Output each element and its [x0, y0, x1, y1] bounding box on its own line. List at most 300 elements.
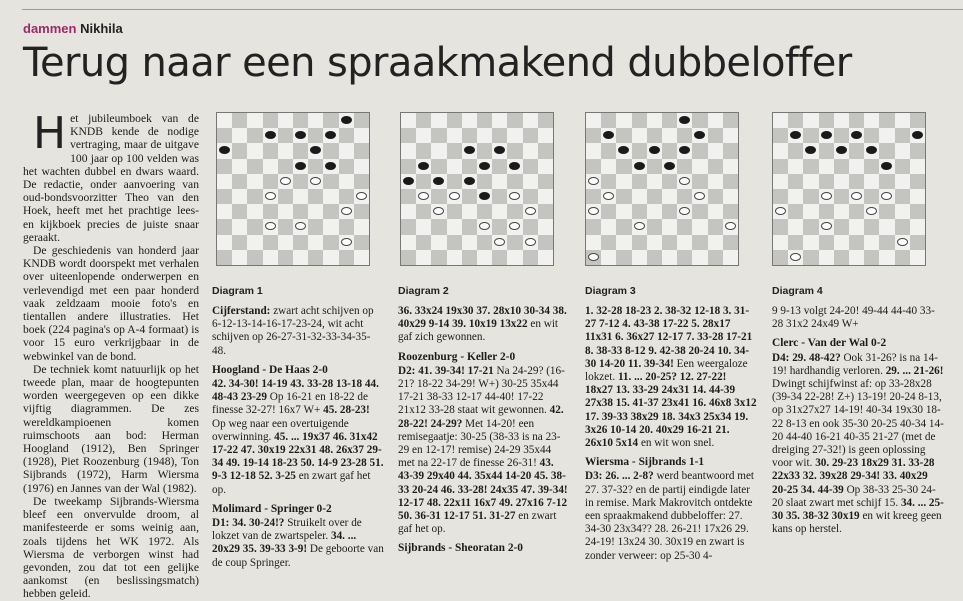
- board-square: [632, 159, 647, 174]
- board-square: [492, 189, 507, 204]
- board-square: [477, 128, 492, 143]
- board-square: [232, 219, 247, 234]
- board-square: [263, 143, 278, 158]
- top-rule: [22, 9, 963, 10]
- board-square: [462, 159, 477, 174]
- board-square: [293, 235, 308, 250]
- board-square: [339, 128, 354, 143]
- board-square: [278, 113, 293, 128]
- paragraph: 42. 34-30! 14-19 43. 33-28 13-18 44. 48-43 23-29 Op 16-21 en 18-22 de finesse 32-27! 16x7 W+ 45. 28-23! Op weg naar een overtuigende overwinning. 45. ... 19x37 46. 31x42 17-22 47. 30x19 22x31 48. 26x37 29-34 49. 19-14 18-23 50. 14-9 23-28 51. 9-3 12-18 52. 3-25 en zwart gaf het op.: [212, 378, 384, 496]
- board-square: [864, 143, 879, 158]
- board-square: [232, 235, 247, 250]
- board-square: [523, 128, 538, 143]
- board-square: [819, 250, 834, 265]
- board-square: [616, 174, 631, 189]
- board-square: [910, 128, 925, 143]
- author-name: Nikhila: [80, 21, 123, 36]
- board-square: [708, 250, 723, 265]
- white-piece: [418, 192, 429, 200]
- draughts-board-1: [216, 112, 370, 266]
- board-square: [308, 235, 323, 250]
- board-square: [447, 128, 462, 143]
- black-piece: [219, 146, 230, 154]
- board-square: [586, 113, 601, 128]
- board-square: [416, 143, 431, 158]
- board-square: [263, 219, 278, 234]
- black-piece: [805, 146, 816, 154]
- board-square: [910, 159, 925, 174]
- black-piece: [649, 146, 660, 154]
- board-square: [538, 219, 553, 234]
- black-piece: [790, 131, 801, 139]
- board-square: [263, 159, 278, 174]
- white-piece: [280, 177, 291, 185]
- board-square: [773, 159, 788, 174]
- board-square: [803, 219, 818, 234]
- board-square: [708, 235, 723, 250]
- board-square: [354, 128, 369, 143]
- board-square: [895, 143, 910, 158]
- board-square: [462, 250, 477, 265]
- board-square: [339, 250, 354, 265]
- board-square: [910, 235, 925, 250]
- board-square: [323, 143, 338, 158]
- board-square: [819, 189, 834, 204]
- game-title: Wiersma - Sijbrands 1-1: [585, 456, 705, 469]
- white-piece: [310, 177, 321, 185]
- board-square: [692, 204, 707, 219]
- board-square: [278, 204, 293, 219]
- board-square: [616, 113, 631, 128]
- board-square: [601, 143, 616, 158]
- board-square: [247, 159, 262, 174]
- white-piece: [775, 207, 786, 215]
- board-square: [401, 235, 416, 250]
- board-square: [819, 113, 834, 128]
- white-piece: [295, 222, 306, 230]
- board-square: [538, 235, 553, 250]
- board-square: [632, 235, 647, 250]
- black-piece: [295, 131, 306, 139]
- board-square: [708, 219, 723, 234]
- board-square: [401, 159, 416, 174]
- board-square: [849, 174, 864, 189]
- board-square: [492, 250, 507, 265]
- board-square: [632, 250, 647, 265]
- board-square: [293, 128, 308, 143]
- black-piece: [679, 116, 690, 124]
- board-square: [492, 113, 507, 128]
- board-square: [401, 128, 416, 143]
- board-square: [616, 159, 631, 174]
- board-square: [834, 219, 849, 234]
- board-square: [692, 189, 707, 204]
- board-square: [895, 204, 910, 219]
- board-square: [788, 235, 803, 250]
- board-square: [895, 250, 910, 265]
- board-square: [632, 219, 647, 234]
- board-square: [601, 113, 616, 128]
- board-square: [803, 113, 818, 128]
- board-square: [819, 159, 834, 174]
- board-square: [232, 159, 247, 174]
- white-piece: [694, 192, 705, 200]
- board-square: [308, 189, 323, 204]
- board-square: [538, 113, 553, 128]
- board-square: [401, 174, 416, 189]
- black-piece: [618, 146, 629, 154]
- black-piece: [603, 131, 614, 139]
- board-square: [354, 250, 369, 265]
- paragraph: D2: 41. 39-34! 17-21 Na 24-29? (16-21? 18-22 34-29! W+) 30-25 35x44 17-21 38-33 12-17 44-40! 17-22 21x12 33-28 staat wit gewonnen. 42. 28-22! 24-29? Met 14-20! een remisegaatje: 30-25 (38-33 is na 23-29 en 12-17! remise) 24-29 35x44 met na 22-17 de finesse 26-31! 43. 43-39 29x40 44. 35x44 14-20 45. 38-33 20-24 46. 33-28! 24x35 47. 39-34! 12-17 48. 22x11 16x7 49. 27x16 7-12 50. 36-31 12-17 51. 31-27 en zwart gaf het op.: [398, 364, 568, 536]
- board-square: [523, 113, 538, 128]
- board-square: [447, 219, 462, 234]
- board-square: [723, 128, 738, 143]
- board-square: [834, 128, 849, 143]
- board-square: [773, 189, 788, 204]
- board-square: [586, 204, 601, 219]
- white-piece: [851, 192, 862, 200]
- board-square: [538, 250, 553, 265]
- board-square: [354, 143, 369, 158]
- board-square: [803, 174, 818, 189]
- board-square: [416, 174, 431, 189]
- board-square: [308, 204, 323, 219]
- board-square: [849, 189, 864, 204]
- board-square: [247, 113, 262, 128]
- board-square: [232, 174, 247, 189]
- board-square: [773, 113, 788, 128]
- board-square: [586, 128, 601, 143]
- board-square: [523, 143, 538, 158]
- board-square: [708, 204, 723, 219]
- board-square: [416, 235, 431, 250]
- board-square: [849, 159, 864, 174]
- board-square: [247, 174, 262, 189]
- board-square: [308, 250, 323, 265]
- board-square: [308, 219, 323, 234]
- board-square: [677, 219, 692, 234]
- white-piece: [525, 238, 536, 246]
- board-square: [354, 159, 369, 174]
- intro-paragraph: De techniek komt natuurlijk op het tweede plan, maar de hoogtepunten worden weergegeven op een dikke vijftig diagrammen. De zes wereldkampioenen komen ruimschoots aan bod: Herman Hoogland (1912), Ben Springer (1928), Piet Roozenburg (1948), Ton Sijbrands (1972), Harm Wiersma (1976) en Jannes van der Wal (1982).: [23, 362, 199, 495]
- board-square: [308, 143, 323, 158]
- board-square: [788, 159, 803, 174]
- board-square: [723, 143, 738, 158]
- board-square: [538, 159, 553, 174]
- white-piece: [433, 207, 444, 215]
- board-square: [538, 189, 553, 204]
- board-square: [879, 128, 894, 143]
- board-square: [278, 235, 293, 250]
- board-square: [788, 143, 803, 158]
- black-piece: [694, 131, 705, 139]
- board-square: [647, 159, 662, 174]
- white-piece: [679, 177, 690, 185]
- board-square: [788, 204, 803, 219]
- board-square: [523, 189, 538, 204]
- board-square: [431, 159, 446, 174]
- board-square: [477, 159, 492, 174]
- board-square: [263, 174, 278, 189]
- board-square: [677, 143, 692, 158]
- board-square: [523, 250, 538, 265]
- text-column-3: [398, 305, 570, 557]
- board-square: [803, 204, 818, 219]
- board-square: [431, 189, 446, 204]
- board-square: [492, 159, 507, 174]
- intro-column: [23, 108, 199, 601]
- board-square: [507, 189, 522, 204]
- board-square: [308, 128, 323, 143]
- board-square: [692, 174, 707, 189]
- board-square: [416, 189, 431, 204]
- board-square: [278, 143, 293, 158]
- board-square: [692, 128, 707, 143]
- board-square: [462, 219, 477, 234]
- board-square: [339, 113, 354, 128]
- white-piece: [494, 238, 505, 246]
- board-square: [492, 204, 507, 219]
- board-square: [819, 174, 834, 189]
- board-square: [662, 128, 677, 143]
- section-kicker: [23, 21, 123, 36]
- game-title: Hoogland - De Haas 2-0: [212, 363, 328, 376]
- board-square: [849, 250, 864, 265]
- board-square: [217, 250, 232, 265]
- board-square: [538, 174, 553, 189]
- board-square: [834, 174, 849, 189]
- black-piece: [403, 177, 414, 185]
- board-square: [723, 113, 738, 128]
- board-square: [323, 159, 338, 174]
- diagram-label: Diagram 4: [772, 285, 823, 297]
- board-square: [462, 113, 477, 128]
- black-piece: [325, 131, 336, 139]
- black-piece: [494, 146, 505, 154]
- board-square: [431, 235, 446, 250]
- board-square: [616, 189, 631, 204]
- board-square: [708, 143, 723, 158]
- board-square: [803, 250, 818, 265]
- board-square: [773, 219, 788, 234]
- board-square: [849, 113, 864, 128]
- board-square: [662, 235, 677, 250]
- board-square: [723, 189, 738, 204]
- board-square: [339, 159, 354, 174]
- board-square: [773, 235, 788, 250]
- board-square: [232, 128, 247, 143]
- board-square: [601, 219, 616, 234]
- board-square: [879, 159, 894, 174]
- board-square: [849, 235, 864, 250]
- board-square: [217, 159, 232, 174]
- board-square: [647, 189, 662, 204]
- board-square: [910, 143, 925, 158]
- white-piece: [725, 222, 736, 230]
- white-piece: [634, 222, 645, 230]
- white-piece: [265, 222, 276, 230]
- board-square: [293, 219, 308, 234]
- board-square: [293, 174, 308, 189]
- board-square: [523, 159, 538, 174]
- board-square: [447, 189, 462, 204]
- white-piece: [509, 222, 520, 230]
- board-square: [293, 143, 308, 158]
- board-square: [492, 235, 507, 250]
- paragraph: 9 9-13 volgt 24-20! 49-44 44-40 33-28 31x2 24x49 W+: [772, 305, 935, 331]
- board-square: [601, 204, 616, 219]
- board-square: [632, 204, 647, 219]
- board-square: [708, 159, 723, 174]
- board-square: [308, 113, 323, 128]
- board-square: [507, 159, 522, 174]
- draughts-board-3: [585, 112, 739, 266]
- board-square: [895, 219, 910, 234]
- board-square: [431, 128, 446, 143]
- drop-cap: H: [33, 108, 67, 159]
- board-square: [708, 128, 723, 143]
- board-square: [849, 219, 864, 234]
- board-square: [788, 250, 803, 265]
- board-square: [708, 174, 723, 189]
- board-square: [354, 219, 369, 234]
- board-square: [339, 235, 354, 250]
- board-square: [477, 250, 492, 265]
- black-piece: [881, 162, 892, 170]
- board-square: [278, 219, 293, 234]
- board-square: [447, 204, 462, 219]
- board-square: [492, 219, 507, 234]
- board-square: [416, 250, 431, 265]
- board-square: [416, 128, 431, 143]
- board-square: [677, 250, 692, 265]
- black-piece: [341, 116, 352, 124]
- board-square: [677, 174, 692, 189]
- board-square: [354, 235, 369, 250]
- board-square: [323, 235, 338, 250]
- board-square: [401, 219, 416, 234]
- board-square: [431, 204, 446, 219]
- board-square: [492, 143, 507, 158]
- board-square: [819, 128, 834, 143]
- board-square: [773, 128, 788, 143]
- white-piece: [790, 253, 801, 261]
- board-square: [879, 113, 894, 128]
- board-square: [647, 174, 662, 189]
- black-piece: [851, 131, 862, 139]
- board-square: [834, 204, 849, 219]
- board-square: [723, 174, 738, 189]
- board-square: [773, 250, 788, 265]
- board-square: [616, 235, 631, 250]
- board-square: [477, 143, 492, 158]
- white-piece: [265, 192, 276, 200]
- board-square: [339, 189, 354, 204]
- text-column-5: [772, 305, 944, 542]
- board-square: [538, 143, 553, 158]
- board-square: [773, 204, 788, 219]
- board-square: [819, 219, 834, 234]
- black-piece: [821, 131, 832, 139]
- board-square: [895, 113, 910, 128]
- board-square: [586, 143, 601, 158]
- board-square: [507, 113, 522, 128]
- board-square: [601, 235, 616, 250]
- black-piece: [634, 162, 645, 170]
- board-square: [601, 128, 616, 143]
- board-square: [401, 143, 416, 158]
- section-name: dammen: [23, 21, 77, 36]
- board-square: [647, 113, 662, 128]
- headline: Terug naar een spraakmakend dubbeloffer: [23, 40, 852, 86]
- board-square: [217, 219, 232, 234]
- board-square: [431, 174, 446, 189]
- board-square: [447, 143, 462, 158]
- board-square: [217, 204, 232, 219]
- board-square: [895, 189, 910, 204]
- board-square: [507, 235, 522, 250]
- board-square: [910, 204, 925, 219]
- board-square: [217, 128, 232, 143]
- board-square: [601, 159, 616, 174]
- board-square: [849, 204, 864, 219]
- board-square: [263, 235, 278, 250]
- board-square: [492, 174, 507, 189]
- board-square: [477, 219, 492, 234]
- board-square: [232, 189, 247, 204]
- white-piece: [897, 238, 908, 246]
- intro-paragraph: De geschiedenis van honderd jaar KNDB wordt doorspekt met verhalen over uiteenlopende onderwerpen en verlevendigd met een paar honderd vaak zeldzaam mooie foto's en tientallen andere illustraties. Het boek (224 pagina's op A-4 formaat) is voor 15 euro verkrijgbaar in de webwinkel van de bond.: [23, 244, 199, 363]
- board-square: [647, 204, 662, 219]
- white-piece: [821, 192, 832, 200]
- board-square: [416, 219, 431, 234]
- board-square: [879, 235, 894, 250]
- black-piece: [325, 162, 336, 170]
- board-square: [354, 189, 369, 204]
- board-square: [278, 174, 293, 189]
- board-square: [895, 159, 910, 174]
- board-square: [662, 189, 677, 204]
- board-square: [910, 189, 925, 204]
- board-square: [339, 143, 354, 158]
- board-square: [849, 143, 864, 158]
- board-square: [662, 159, 677, 174]
- paragraph: 1. 32-28 18-23 2. 38-32 12-18 3. 31-27 7-12 4. 43-38 17-22 5. 28x17 11x31 6. 36x27 12-17 7. 33-28 17-21 8. 38-33 8-12 9. 42-38 20-24 10. 34-30 14-20 11. 39-34! Een weergaloze lokzet. 11. ... 20-25? 12. 27-22! 18x27 13. 33-29 24x31 14. 44-39 27x38 15. 41-37 23x41 16. 46x8 3x12 17. 39-33 38x29 18. 34x3 25x34 19. 3x26 10-14 20. 40x29 16-21 21. 26x10 5x14 en wit won snel.: [585, 305, 757, 450]
- paragraph: 36. 33x24 19x30 37. 28x10 30-34 38. 40x29 9-14 39. 10x19 13x22 en wit gaf zich gewonnen.: [398, 305, 567, 344]
- board-square: [834, 189, 849, 204]
- diagram-label: Diagram 1: [212, 285, 263, 297]
- board-square: [293, 250, 308, 265]
- intro-paragraph: De tweekamp Sijbrands-Wiersma bleef een onvervulde droom, al manifesteerde er soms weinig aan, zoals tijdens het WK 1972. Als Wiersma de verborgen winst had gevonden, zou dat tot een gelijke aankomst (en beslissingsmatch) hebben geleid.: [23, 494, 199, 601]
- board-square: [323, 174, 338, 189]
- board-square: [447, 174, 462, 189]
- board-square: [232, 250, 247, 265]
- white-piece: [588, 253, 599, 261]
- board-square: [462, 204, 477, 219]
- board-square: [477, 174, 492, 189]
- board-square: [217, 174, 232, 189]
- game-title: Molimard - Springer 0-2: [212, 502, 332, 515]
- board-square: [507, 204, 522, 219]
- board-square: [692, 235, 707, 250]
- board-square: [788, 113, 803, 128]
- board-square: [692, 113, 707, 128]
- black-piece: [679, 146, 690, 154]
- paragraph: D1: 34. 30-24!? Struikelt over de lokzet van de zwartspeler. 34. ... 20x29 35. 39-33 3-9! De geboorte van de coup Springer.: [212, 517, 384, 569]
- board-square: [523, 235, 538, 250]
- board-square: [864, 250, 879, 265]
